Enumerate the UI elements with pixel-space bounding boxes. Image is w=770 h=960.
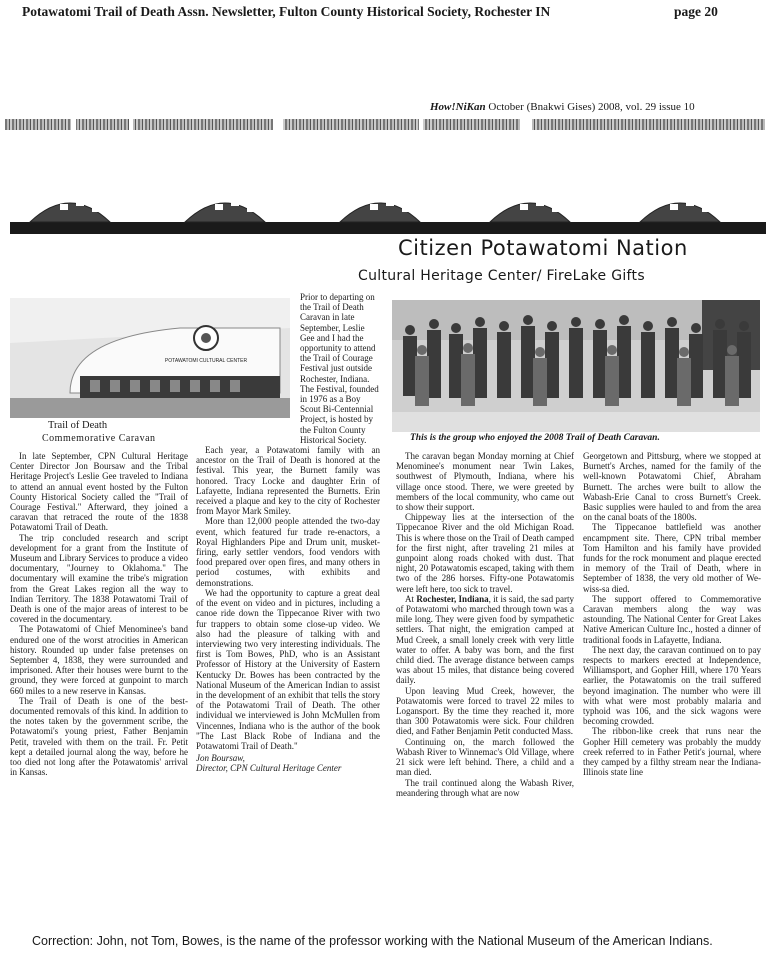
- paragraph: We had the opportunity to capture a great deal of the event on video and in pictures, including a canoe ride down the Tippecanoe River with two fur trappers to obtain some close-up video. We also had the pleasure of talking with and interviewing two very interesting individuals. The first is Tom Bowes, PhD, who is an Assistant Professor of History at the University of Eastern Kentucky Dr. Bowes has been contracted by the National Museum of the American Indian to assist in the development of an exhibit that tells the story of the Potawatomi Trail of Death. The other individual we interviewed is John McMullen from Vincennes, Indiana who is the author of the book "The Last Black Robe of Indiana and the Potawatomi Trail of Death.": [196, 587, 380, 751]
- article-column-1: [10, 451, 188, 778]
- heritage-subtitle: Cultural Heritage Center/ FireLake Gifts: [358, 268, 645, 284]
- group-photo: [392, 300, 760, 432]
- rochester-place: Rochester, Indiana: [416, 593, 489, 604]
- group-photo-caption: This is the group who enjoyed the 2008 Trail of Death Caravan.: [410, 433, 660, 443]
- paragraph: The Trail of Death is one of the best-documented removals of this kind. In addition to the notes taken by the government scribe, the Potawatomi's young priest, Father Benjamin Petit, traveled with them on the trail. Fr. Petit kept a detailed journal along the way, before he too died not long after the Potawatomis' arrival in Kansas.: [10, 695, 188, 778]
- paragraph: The support offered to Commemorative Caravan members along the way was astounding. The National Center for Great Lakes Native American Culture Inc., hosted a dinner of traditional foods in Lafayette, Indiana.: [583, 593, 761, 645]
- paragraph: The ribbon-like creek that runs near the Gopher Hill cemetery was probably the muddy creek referred to in Father Petit's journal, where they camped by a filthy stream near the Indiana-Illinois state line: [583, 726, 761, 778]
- paragraph: Continuing on, the march followed the Wabash River to Winnemac's Old Village, where 21 sick were left behind. There, a child and a man died.: [396, 736, 574, 778]
- paragraph: The Potawatomi of Chief Menominee's band endured one of the worst atrocities in American history. Rounded up under false pretenses on September 4, 1838, they were surrounded and imprisoned. After their houses were burnt to the ground, they were forced at gunpoint to march 660 miles to a new reserve in Kansas.: [10, 624, 188, 696]
- paragraph: In late September, CPN Cultural Heritage Center Director Jon Boursaw and the Tribal Heritage Project's Leslie Gee traveled to Indiana to attend an annual event hosted by the Fulton County Historical Society called the "Trail of Courage Festival." Afterward, they joined a caravan that retraced the route of the 1838 Potawatomi Trail of Death.: [10, 451, 188, 533]
- article-column-3: [396, 451, 574, 798]
- publication-name: How!NiKan: [430, 101, 486, 113]
- issue-date: October (Bnakwi Gises) 2008, vol. 29 issue 10: [485, 101, 695, 113]
- paragraph: Upon leaving Mud Creek, however, the Potawatomis were forced to travel 22 miles to Logansport. By the time they reached it, more than 300 Potawatomis were sick. Four children died, and Father Benjamin Petit conducted Mass.: [396, 685, 574, 737]
- rochester-lead: At: [405, 593, 417, 604]
- article-column-4: [583, 451, 761, 778]
- left-photo-caption-line2: Commemorative Caravan: [42, 433, 156, 444]
- paragraph: Chippeway lies at the intersection of the Tippecanoe River and the old Michigan Road. This is where those on the Trail of Death camped for the first night, after traveling 21 miles at gunpoint along roads choked with dust. That night, 20 Potawatomis escaped, taking with them two of the 286 horses. Fifty-one Potawatomis were left here, too sick to travel.: [396, 512, 574, 594]
- intro-paragraph: Prior to departing on the Trail of Death Caravan in late September, Leslie Gee and I had the opportunity to attend the Trail of Courage Festival just outside Rochester, Indiana. The Festival, founded in 1976 as a Boy Scout Bi-Centennial Project, is hosted by the Fulton County Historical Society.: [300, 292, 379, 445]
- rochester-paragraph: [396, 594, 574, 686]
- paragraph: The trip concluded research and script development for a grant from the Institute of Museum and Library Services to produce a video documentary, "Journey to Oklahoma." The documentary will examine the tribe's migration from the Great Lakes region all the way to Indian Territory. The 1838 Potawatomi Trail of Death is one of the major areas of interest to be covered in the documentary.: [10, 532, 188, 625]
- paragraph: The Tippecanoe battlefield was another encampment site. There, CPN tribal member Tom Hamilton and his family have provided funds for the rock monument and plaque erected in memory of the Trail of Death, where in September of 1838, the very old mother of We-wiss-sa died.: [583, 522, 761, 594]
- author-signature: Jon Boursaw,: [196, 753, 245, 764]
- author-title: Director, CPN Cultural Heritage Center: [196, 763, 342, 774]
- issue-line: [430, 101, 695, 113]
- cultural-center-sign: POTAWATOMI CULTURAL CENTER: [164, 358, 248, 364]
- correction-note: Correction: John, not Tom, Bowes, is the name of the professor working with the National Museum of the American Indians.: [32, 934, 713, 948]
- newsletter-header: Potawatomi Trail of Death Assn. Newsletter, Fulton County Historical Society, Rochester IN: [22, 4, 551, 19]
- paragraph: The caravan began Monday morning at Chief Menominee's monument near Twin Lakes, southwest of Plymouth, Indiana, where his village once stood. There, we were greeted by members of the local community, who came out to show their support.: [396, 451, 574, 513]
- paragraph: More than 12,000 people attended the two-day event, which featured fur trade re-enactors, a Royal Highlanders Pipe and Drum unit, musket-firing, early settler vendors, food vendors with food prepared over open fires, and many others in period costumes, with exhibits and demonstrations.: [196, 516, 380, 588]
- article-column-2: [196, 292, 380, 774]
- halftone-divider-bar: [5, 119, 765, 130]
- paragraph: Each year, a Potawatomi family with an ancestor on the Trail of Death is honored at the festival. This year, the Burnett family was honored. Tracy Locke and daughter Erin of Lafayette, Indiana represented the Burnetts. Erin received a plaque and key to the city of Rochester from Mayor Mark Smiley.: [196, 445, 380, 517]
- page-number: page 20: [674, 4, 718, 19]
- rochester-text: , it is said, the sad party of Potawatomi who marched through town was a mile long. They were given food by sympathetic settlers. That night, the emigration camped at Mud Creek, a small lonely creek with very little water to offer. A baby was born, and the first child died. The average distance between camps was about 15 miles, that distance being covered daily.: [396, 593, 574, 686]
- lodge-banner-graphic: [10, 182, 766, 234]
- paragraph: The trail continued along the Wabash River, meandering through what are now: [396, 777, 574, 798]
- paragraph: Georgetown and Pittsburg, where we stopped at Burnett's Arches, named for the family of the well-known Potawatomi Chief, Abraham Burnett. The arches were built to allow the Wabash-Erie Canal to cross Burnett's Creek. Basic supplies were hauled to and from the area on the canal boats of the 1800s.: [583, 451, 761, 523]
- heritage-title: Citizen Potawatomi Nation: [398, 236, 688, 260]
- left-photo-caption-line1: Trail of Death: [48, 420, 108, 431]
- paragraph: The next day, the caravan continued on to pay respects to markers erected at Independence, Williamsport, and Gopher Hill, where 170 Years earlier, the Potawatomis on the trail suffered beyond imagination. The number who were ill with what were most probably malaria and typhoid was 106, and the sick wagons were becoming crowded.: [583, 644, 761, 727]
